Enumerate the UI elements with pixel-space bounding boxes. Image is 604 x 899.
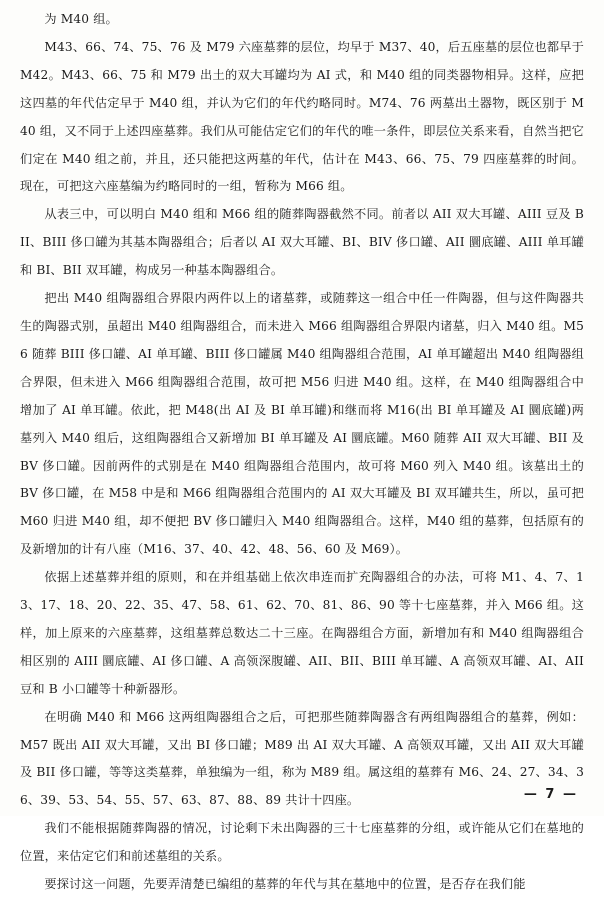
paragraph: 从表三中，可以明白 M40 组和 M66 组的随葬陶器截然不同。前者以 AII 双大耳罐、AIII 豆及 BII、BIII 侈口罐为其基本陶器组合；后者以 AI 双大耳罐、BI、BIV 侈口罐、AII 圜底罐、AIII 单耳罐和 BI、BII 双耳罐，构成另一种基本陶器组合。 bbox=[20, 207, 584, 278]
paragraph: 为 M40 组。 bbox=[44, 12, 118, 26]
paragraph: 我们不能根据随葬陶器的情况，讨论剩下未出陶器的三十七座墓葬的分组，或许能从它们在墓地的位置，来估定它们和前述墓组的关系。 bbox=[20, 821, 584, 864]
paragraph: 依据上述墓葬并组的原则，和在并组基础上依次串连而扩充陶器组合的办法，可将 M1、4、7、13、17、18、20、22、35、47、58、61、62、70、81、86、90 等十七座墓葬，并入 M66 组。这样，加上原来的六座墓葬，这组墓葬总数达二十三座。在陶器组合方面，新增加有和 M40 组陶器组合相区别的 AIII 圜底罐、AI 侈口罐、A 高领深腹罐、AII、BII、BIII 单耳罐、A 高领双耳罐、AI、AII 豆和 B 小口罐等十种新器形。 bbox=[20, 570, 584, 696]
paragraph: 在明确 M40 和 M66 这两组陶器组合之后，可把那些随葬陶器含有两组陶器组合的墓葬，例如：M57 既出 AII 双大耳罐，又出 BI 侈口罐；M89 出 AI 双大耳罐、A 高领双耳罐，又出 AII 双大耳罐及 BII 侈口罐，等等这类墓葬，单独编为一组，称为 M89 组。属这组的墓葬有 M6、24、27、34、36、39、53、54、55、57、63、87、88、89 共计十四座。 bbox=[20, 709, 584, 808]
paragraph: 要探讨这一问题，先要弄清楚已编组的墓葬的年代与其在墓地中的位置，是否存在我们能 bbox=[44, 877, 526, 892]
body-text bbox=[20, 6, 584, 899]
page-number: — 7 — bbox=[523, 787, 578, 802]
paragraph: M43、66、74、75、76 及 M79 六座墓葬的层位，均早于 M37、40，后五座墓的层位也都早于 M42。M43、66、75 和 M79 出土的双大耳罐均为 AI 式，和 M40 组的同类器物相异。这样，应把这四墓的年代估定早于 M40 组，并认为它们的年代约略同时。M74、76 两墓出土器物，既区别于 M40 组，又不同于上述四座墓葬。我们从可能估定它们的年代的唯一条件，即层位关系来看，自然当把它们定在 M40 组之前，并且，还只能把这两墓的年代，估计在 M43、66、75、79 四座墓葬的时间。现在，可把这六座墓编为约略同时的一组，暂称为 M66 组。 bbox=[20, 39, 584, 194]
paragraph: 把出 M40 组陶器组合界限内两件以上的诸墓葬，或随葬这一组合中任一件陶器，但与这件陶器共生的陶器式别，虽超出 M40 组陶器组合，而未进入 M66 组陶器组合界限内诸墓，归入 M40 组。M56 随葬 BIII 侈口罐、AI 单耳罐、BIII 侈口罐属 M40 组陶器组合范围，AI 单耳罐超出 M40 组陶器组合界限，但未进入 M66 组陶器组合范围，故可把 M56 归进 M40 组。这样，在 M40 组陶器组合中增加了 AI 单耳罐。依此，把 M48(出 AI 及 BI 单耳罐)和继而将 M16(出 BI 单耳罐及 AI 圜底罐)两墓列入 M40 组后，这组陶器组合又新增加 BI 单耳罐及 AI 圜底罐。M60 随葬 AII 双大耳罐、BII 及 BV 侈口罐。因前两件的式别是在 M40 组陶器组合范围内，故可将 M60 列入 M40 组。该墓出土的 BV 侈口罐，在 M58 中是和 M66 组陶器组合范围内的 AI 双大耳罐及 BI 双耳罐共生，所以，虽可把 M60 归进 M40 组，却不便把 BV 侈口罐归入 M40 组陶器组合。这样，M40 组的墓葬，包括原有的及新增加的计有八座（M16、37、40、42、48、56、60 及 M69）。 bbox=[20, 291, 584, 557]
